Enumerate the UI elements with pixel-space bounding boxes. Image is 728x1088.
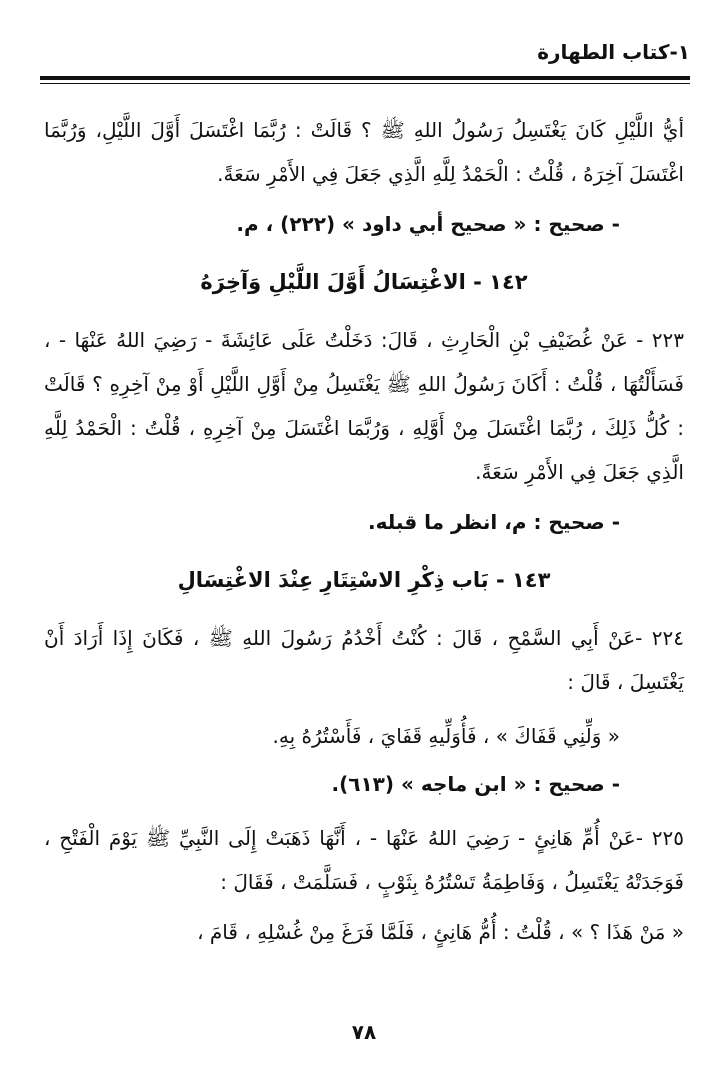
header-rule-thin — [40, 83, 690, 84]
chapter-header: ١-كتاب الطهارة — [537, 40, 690, 64]
hadith-paragraph: ٢٢٤ -عَنْ أَبِي السَّمْحِ ، قَالَ : كُنْتُ أَخْدُمُ رَسُولَ اللهِ ﷺ ، فَكَانَ إِذَا أَرَادَ أَنْ يَغْتَسِلَ ، قَالَ : — [44, 626, 684, 694]
authenticity-grade: - صحيح : « صحيح أبي داود » (٢٢٢) ، م. — [236, 212, 620, 236]
page-number: ٧٨ — [351, 1020, 377, 1044]
quoted-text: « وَلِّنِي قَفَاكَ » ، فَأُوَلِّيهِ قَفَايَ ، فَأَسْتُرُهُ بِهِ. — [272, 724, 620, 748]
authenticity-grade: - صحيح : م، انظر ما قبله. — [368, 510, 620, 534]
page-content — [44, 108, 684, 960]
section-heading: ١٤٢ - الاغْتِسَالُ أَوَّلَ اللَّيْلِ وَآخِرَهُ — [200, 270, 528, 294]
hadith-paragraph: « مَنْ هَذَا ؟ » ، قُلْتُ : أُمُّ هَانِئٍ ، فَلَمَّا فَرَغَ مِنْ غُسْلِهِ ، قَامَ ، — [197, 920, 684, 944]
hadith-paragraph: ٢٢٥ -عَنْ أُمِّ هَانِئٍ - رَضِيَ اللهُ عَنْهَا - ، أَنَّهَا ذَهَبَتْ إِلَى النَّبِيِّ ﷺ يَوْمَ الْفَتْحِ ، فَوَجَدَتْهُ يَغْتَسِلُ ، وَفَاطِمَةُ تَسْتُرُهُ بِثَوْبٍ ، فَسَلَّمَتْ ، فَقَالَ : — [44, 826, 684, 894]
header-rule-thick — [40, 76, 690, 80]
hadith-paragraph: ٢٢٣ - عَنْ غُضَيْفِ بْنِ الْحَارِثِ ، قَالَ: دَخَلْتُ عَلَى عَائِشَةَ - رَضِيَ اللهُ عَنْهَا - ، فَسَأَلْتُهَا ، قُلْتُ : أَكَانَ رَسُولُ اللهِ ﷺ يَغْتَسِلُ مِنْ أَوَّلِ اللَّيْلِ أَوْ مِنْ آخِرِهِ ؟ قَالَتْ : كُلُّ ذَلِكَ ، رُبَّمَا اغْتَسَلَ مِنْ أَوَّلِهِ ، وَرُبَّمَا اغْتَسَلَ مِنْ آخِرِهِ ، قُلْتُ : الْحَمْدُ لِلَّهِ الَّذِي جَعَلَ فِي الأَمْرِ سَعَةً. — [44, 328, 684, 484]
section-heading: ١٤٣ - بَاب ذِكْرِ الاسْتِتَارِ عِنْدَ الاغْتِسَالِ — [177, 568, 551, 592]
authenticity-grade: - صحيح : « ابن ماجه » (٦١٣). — [331, 772, 620, 796]
hadith-paragraph: أيُّ اللَّيْلِ كَانَ يَغْتَسِلُ رَسُولُ اللهِ ﷺ ؟ قَالَتْ : رُبَّمَا اغْتَسَلَ أَوَّلَ اللَّيْلِ، وَرُبَّمَا اغْتَسَلَ آخِرَهُ ، قُلْتُ : الْحَمْدُ لِلَّهِ الَّذِي جَعَلَ فِي الأَمْرِ سَعَةً. — [44, 118, 684, 186]
